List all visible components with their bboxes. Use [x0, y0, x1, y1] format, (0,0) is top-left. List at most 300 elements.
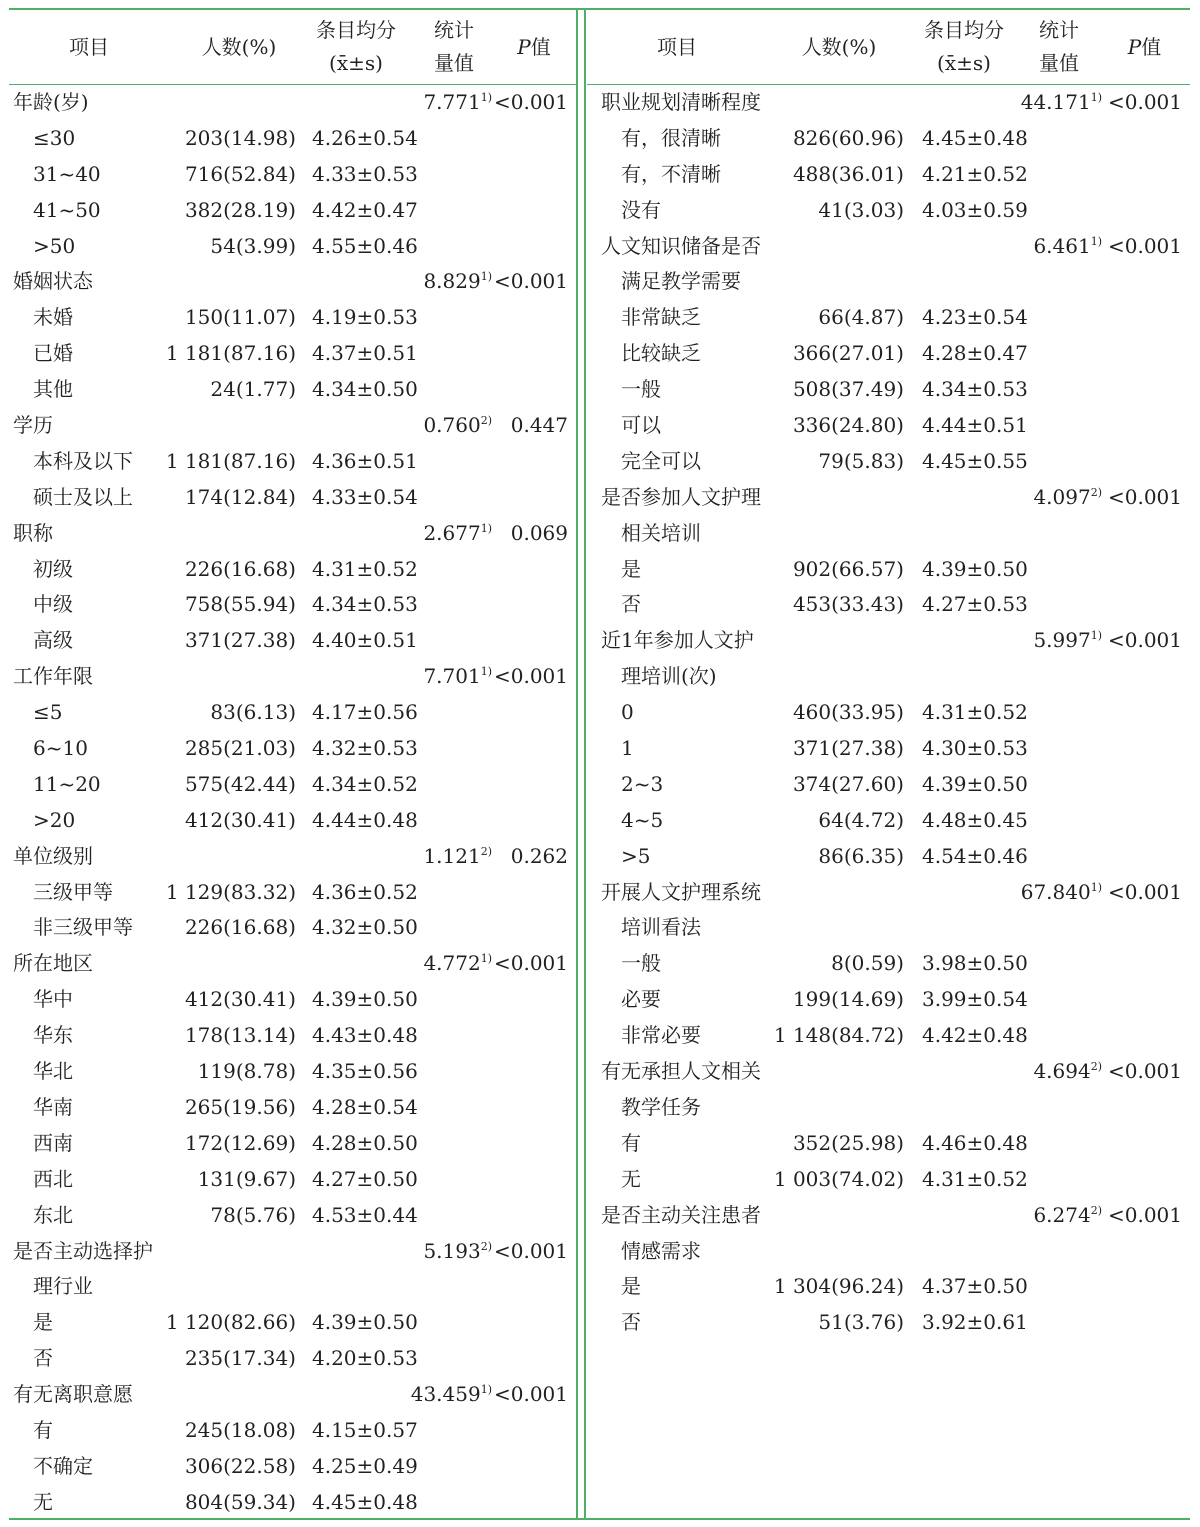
- row-item-label: ≤5: [33, 700, 63, 725]
- row-item-label: 0: [621, 700, 634, 725]
- row-mean: 4.32±0.53: [312, 736, 418, 761]
- table-row: [587, 767, 1190, 803]
- row-item-label: 比较缺乏: [621, 341, 701, 366]
- row-item-label: 其他: [33, 377, 73, 402]
- row-item-label: 不确定: [33, 1453, 93, 1478]
- row-item-label: 6~10: [33, 736, 88, 761]
- row-count: 1 181(87.16): [165, 448, 296, 473]
- row-count: 51(3.76): [818, 1310, 904, 1335]
- statistic-footnote: 2): [1090, 1060, 1102, 1074]
- table-row: [587, 444, 1190, 480]
- header-stat: [1024, 10, 1094, 84]
- row-count: 86(6.35): [818, 843, 904, 868]
- row-item-label: 华中: [33, 987, 73, 1012]
- row-item-label: 硕士及以上: [33, 484, 133, 509]
- row-count: 412(30.41): [184, 987, 296, 1012]
- header-count: [779, 10, 899, 84]
- table-row: [9, 623, 576, 659]
- row-mean: 4.44±0.51: [922, 413, 1028, 438]
- row-mean: 4.15±0.57: [312, 1417, 418, 1442]
- table-row: [587, 587, 1190, 623]
- row-mean: 4.39±0.50: [312, 987, 418, 1012]
- statistic-footnote: 1): [480, 1383, 492, 1397]
- row-count: 64(4.72): [818, 807, 904, 832]
- row-mean: 4.27±0.50: [312, 1166, 418, 1191]
- row-item-label: 情感需求: [621, 1238, 701, 1263]
- table-row: [587, 229, 1190, 265]
- row-count: 382(28.19): [184, 197, 296, 222]
- row-count: 1 181(87.16): [165, 341, 296, 366]
- row-mean: 4.28±0.47: [922, 341, 1028, 366]
- row-mean: 4.45±0.48: [922, 125, 1028, 150]
- row-mean: 4.27±0.53: [922, 592, 1028, 617]
- row-item-label: 三级甲等: [33, 879, 113, 904]
- table-row: [587, 946, 1190, 982]
- row-count: 150(11.07): [184, 305, 296, 330]
- row-mean: 4.21±0.52: [922, 161, 1028, 186]
- row-statistic: [1021, 875, 1102, 911]
- row-item-label: 学历: [13, 413, 53, 438]
- row-count: 488(36.01): [792, 161, 904, 186]
- row-mean: 4.26±0.54: [312, 125, 418, 150]
- table-row: [9, 659, 576, 695]
- row-item-label: 开展人文护理系统: [601, 879, 761, 904]
- row-item-label: 否: [621, 592, 641, 617]
- row-count: 172(12.69): [184, 1130, 296, 1155]
- row-statistic: [1033, 480, 1102, 516]
- row-mean: 4.42±0.48: [922, 1023, 1028, 1048]
- row-item-label: 一般: [621, 377, 661, 402]
- row-count: 119(8.78): [197, 1059, 296, 1084]
- table-row: [9, 264, 576, 300]
- table-row: [587, 1305, 1190, 1341]
- table-row: [587, 85, 1190, 121]
- row-item-label: 有无承担人文相关: [601, 1059, 761, 1084]
- header-p-text: 值: [1141, 34, 1162, 59]
- row-mean: 4.37±0.51: [312, 341, 418, 366]
- row-count: 366(27.01): [792, 341, 904, 366]
- table-row: [9, 839, 576, 875]
- row-mean: 4.36±0.52: [312, 879, 418, 904]
- table-body-right: [587, 85, 1190, 1341]
- row-count: 41(3.03): [818, 197, 904, 222]
- table-row: [9, 85, 576, 121]
- table-row: [9, 982, 576, 1018]
- row-mean: 4.45±0.55: [922, 448, 1028, 473]
- row-count: 804(59.34): [184, 1489, 296, 1514]
- statistic-footnote: 1): [480, 952, 492, 966]
- row-p-value: <0.001: [493, 90, 568, 114]
- row-count: 226(16.68): [184, 556, 296, 581]
- row-count: 54(3.99): [210, 233, 296, 258]
- table-row: [9, 336, 576, 372]
- table-row: [587, 1234, 1190, 1270]
- row-mean: 4.32±0.50: [312, 915, 418, 940]
- header-mean-line2: (x̄±s): [937, 51, 991, 75]
- row-mean: 3.99±0.54: [922, 987, 1028, 1012]
- row-statistic: [1033, 229, 1102, 265]
- statistics-table: [9, 8, 1190, 1520]
- table-row: [9, 408, 576, 444]
- header-p-italic: P: [517, 34, 531, 59]
- row-count: 1 148(84.72): [773, 1023, 904, 1048]
- row-count: 1 003(74.02): [773, 1166, 904, 1191]
- row-mean: 4.35±0.56: [312, 1059, 418, 1084]
- row-mean: 4.33±0.53: [312, 161, 418, 186]
- statistic-footnote: 1): [480, 665, 492, 679]
- table-row: [9, 1126, 576, 1162]
- table-row: [587, 1018, 1190, 1054]
- table-row: [9, 193, 576, 229]
- table-row: [9, 516, 576, 552]
- table-row: [9, 1485, 576, 1521]
- row-item-label: 非常必要: [621, 1023, 701, 1048]
- row-item-label: 一般: [621, 951, 661, 976]
- row-statistic: [423, 839, 492, 875]
- row-mean: 4.43±0.48: [312, 1023, 418, 1048]
- row-item-label: 所在地区: [13, 951, 93, 976]
- header-mean: [907, 10, 1021, 84]
- table-row: [9, 767, 576, 803]
- table-row: [587, 875, 1190, 911]
- row-p-value: <0.001: [1107, 628, 1182, 653]
- statistic-footnote: 1): [1090, 234, 1102, 248]
- row-mean: 4.20±0.53: [312, 1346, 418, 1371]
- row-count: 178(13.14): [184, 1023, 296, 1048]
- row-item-label: 非三级甲等: [33, 915, 133, 940]
- table-row: [9, 1162, 576, 1198]
- row-item-label: 有: [621, 1130, 641, 1155]
- header-count-label: 人数(%): [201, 34, 277, 59]
- row-count: 1 304(96.24): [773, 1274, 904, 1299]
- row-count: 371(27.38): [792, 736, 904, 761]
- row-item-label: 未婚: [33, 305, 73, 330]
- row-item-label: 西北: [33, 1166, 73, 1191]
- row-count: 412(30.41): [184, 807, 296, 832]
- table-row: [9, 695, 576, 731]
- row-item-label: 有，很清晰: [621, 125, 721, 150]
- row-item-label: 11~20: [33, 771, 101, 796]
- table-row: [9, 1234, 576, 1270]
- row-count: 371(27.38): [184, 628, 296, 653]
- row-item-label: 华北: [33, 1059, 73, 1084]
- table-row: [9, 1305, 576, 1341]
- row-mean: 4.17±0.56: [312, 700, 418, 725]
- row-p-value: 0.447: [510, 413, 568, 438]
- table-row: [587, 516, 1190, 552]
- statistic-footnote: 1): [480, 91, 492, 104]
- header-mean-line1: 条目均分: [316, 18, 396, 42]
- row-item-label: 相关培训: [621, 520, 701, 545]
- table-row: [9, 803, 576, 839]
- row-item-label: 高级: [33, 628, 73, 653]
- table-row: [587, 1198, 1190, 1234]
- row-count: 79(5.83): [818, 448, 904, 473]
- statistic-value: 6.461: [1033, 233, 1091, 258]
- table-row: [9, 1090, 576, 1126]
- row-item-label: 满足教学需要: [621, 269, 741, 294]
- row-count: 226(16.68): [184, 915, 296, 940]
- row-statistic: [1033, 1198, 1102, 1234]
- row-item-label: 东北: [33, 1202, 73, 1227]
- row-mean: 4.39±0.50: [312, 1310, 418, 1335]
- row-p-value: <0.001: [493, 269, 568, 294]
- row-item-label: 中级: [33, 592, 73, 617]
- row-item-label: ≤30: [33, 125, 76, 150]
- row-item-label: 华南: [33, 1094, 73, 1119]
- header-p-italic: P: [1127, 34, 1142, 59]
- row-count: 235(17.34): [184, 1346, 296, 1371]
- table-row: [587, 1090, 1190, 1126]
- statistic-footnote: 1): [480, 521, 492, 535]
- row-mean: 4.39±0.50: [922, 771, 1028, 796]
- row-item-label: 是: [621, 1274, 641, 1299]
- statistic-footnote: 2): [480, 414, 492, 428]
- row-count: 8(0.59): [831, 951, 904, 976]
- row-count: 1 120(82.66): [165, 1310, 296, 1335]
- statistic-value: 5.997: [1033, 628, 1091, 653]
- statistic-value: 67.840: [1020, 879, 1091, 904]
- row-item-label: 非常缺乏: [621, 305, 701, 330]
- row-count: 758(55.94): [184, 592, 296, 617]
- row-item-label: 教学任务: [621, 1094, 701, 1119]
- row-count: 352(25.98): [792, 1130, 904, 1155]
- row-count: 83(6.13): [210, 700, 296, 725]
- table-row: [9, 300, 576, 336]
- table-row: [9, 121, 576, 157]
- header-item-label: 项目: [69, 34, 109, 59]
- row-count: 66(4.87): [818, 305, 904, 330]
- row-count: 902(66.57): [792, 556, 904, 581]
- header-count-label: 人数(%): [801, 34, 877, 59]
- row-p-value: <0.001: [1107, 90, 1182, 114]
- row-mean: 4.34±0.53: [312, 592, 418, 617]
- table-header-left: [9, 10, 576, 84]
- header-p: [1107, 10, 1182, 84]
- row-count: 460(33.95): [792, 700, 904, 725]
- table-row: [9, 229, 576, 265]
- row-mean: 4.53±0.44: [312, 1202, 418, 1227]
- statistic-footnote: 2): [1090, 485, 1102, 499]
- statistic-value: 1.121: [423, 843, 481, 868]
- table-row: [9, 587, 576, 623]
- table-row: [587, 408, 1190, 444]
- row-statistic: [411, 1377, 492, 1413]
- table-row: [9, 1198, 576, 1234]
- table-row: [9, 731, 576, 767]
- table-row: [9, 875, 576, 911]
- row-statistic: [423, 516, 492, 552]
- table-row: [587, 552, 1190, 588]
- header-p: [499, 10, 569, 84]
- row-p-value: 0.262: [510, 843, 568, 868]
- table-body-left: [9, 85, 576, 1521]
- row-count: 285(21.03): [184, 736, 296, 761]
- table-row: [9, 946, 576, 982]
- row-p-value: <0.001: [1107, 1202, 1182, 1227]
- table-header-right: [587, 10, 1190, 84]
- table-row: [587, 300, 1190, 336]
- table-row: [587, 839, 1190, 875]
- row-item-label: 培训看法: [621, 915, 701, 940]
- row-item-label: 西南: [33, 1130, 73, 1155]
- row-p-value: <0.001: [1107, 879, 1182, 904]
- header-stat: [419, 10, 489, 84]
- header-item: [29, 10, 149, 84]
- row-item-label: 婚姻状态: [13, 269, 93, 294]
- row-mean: 4.44±0.48: [312, 807, 418, 832]
- row-item-label: 是: [33, 1310, 53, 1335]
- table-row: [587, 803, 1190, 839]
- row-mean: 4.36±0.51: [312, 448, 418, 473]
- row-mean: 4.55±0.46: [312, 233, 418, 258]
- row-mean: 4.46±0.48: [922, 1130, 1028, 1155]
- row-item-label: 近1年参加人文护: [601, 628, 754, 653]
- row-mean: 4.25±0.49: [312, 1453, 418, 1478]
- statistic-footnote: 1): [1090, 91, 1102, 104]
- row-count: 24(1.77): [210, 377, 296, 402]
- row-mean: 3.92±0.61: [922, 1310, 1028, 1335]
- table-row: [9, 1054, 576, 1090]
- row-count: 199(14.69): [792, 987, 904, 1012]
- row-item-label: 完全可以: [621, 448, 701, 473]
- table-row: [9, 480, 576, 516]
- table-row: [9, 1269, 576, 1305]
- row-p-value: <0.001: [1107, 484, 1182, 509]
- table-row: [587, 264, 1190, 300]
- row-mean: 4.31±0.52: [312, 556, 418, 581]
- table-row: [9, 1413, 576, 1449]
- row-mean: 4.54±0.46: [922, 843, 1028, 868]
- table-row: [587, 1126, 1190, 1162]
- row-item-label: 职业规划清晰程度: [601, 90, 761, 114]
- row-mean: 4.39±0.50: [922, 556, 1028, 581]
- table-row: [587, 1269, 1190, 1305]
- row-item-label: 31~40: [33, 161, 101, 186]
- statistic-value: 44.171: [1020, 90, 1091, 114]
- row-p-value: <0.001: [1107, 1059, 1182, 1084]
- row-item-label: 是否参加人文护理: [601, 484, 761, 509]
- row-mean: 4.42±0.47: [312, 197, 418, 222]
- row-p-value: <0.001: [493, 1238, 568, 1263]
- header-count: [179, 10, 299, 84]
- row-count: 1 129(83.32): [165, 879, 296, 904]
- header-stat-line2: 量值: [434, 51, 474, 75]
- header-p-text: 值: [530, 34, 551, 59]
- row-item-label: >50: [33, 233, 76, 258]
- table-row: [587, 480, 1190, 516]
- row-count: 374(27.60): [792, 771, 904, 796]
- row-item-label: 1: [621, 736, 634, 761]
- statistic-value: 0.760: [423, 413, 481, 438]
- table-row: [587, 336, 1190, 372]
- table-row: [587, 1162, 1190, 1198]
- row-item-label: 理行业: [33, 1274, 93, 1299]
- header-mean-line2: (x̄±s): [329, 51, 383, 75]
- table-row: [587, 193, 1190, 229]
- statistic-value: 6.274: [1033, 1202, 1091, 1227]
- row-mean: 4.03±0.59: [922, 197, 1028, 222]
- row-mean: 4.34±0.50: [312, 377, 418, 402]
- table-row: [9, 552, 576, 588]
- statistic-footnote: 1): [480, 270, 492, 284]
- row-mean: 4.34±0.52: [312, 771, 418, 796]
- row-count: 306(22.58): [184, 1453, 296, 1478]
- statistic-value: 43.459: [410, 1382, 481, 1407]
- table-row: [9, 157, 576, 193]
- row-mean: 4.28±0.54: [312, 1094, 418, 1119]
- row-count: 575(42.44): [184, 771, 296, 796]
- row-mean: 4.45±0.48: [312, 1489, 418, 1514]
- statistic-footnote: 1): [1090, 880, 1102, 894]
- table-row: [587, 121, 1190, 157]
- statistic-footnote: 1): [1090, 629, 1102, 643]
- table-row: [9, 910, 576, 946]
- row-statistic: [423, 264, 492, 300]
- row-item-label: 有，不清晰: [621, 161, 721, 186]
- row-item-label: 职称: [13, 520, 53, 545]
- statistic-value: 4.772: [423, 951, 481, 976]
- row-item-label: 无: [621, 1166, 641, 1191]
- table-row: [587, 1054, 1190, 1090]
- row-mean: 4.23±0.54: [922, 305, 1028, 330]
- header-item: [617, 10, 737, 84]
- row-item-label: 否: [621, 1310, 641, 1335]
- row-item-label: 有无离职意愿: [13, 1382, 133, 1407]
- table-row: [9, 1377, 576, 1413]
- row-mean: 4.30±0.53: [922, 736, 1028, 761]
- header-stat-line1: 统计: [1039, 18, 1079, 42]
- statistic-value: 7.771: [423, 90, 481, 114]
- row-p-value: <0.001: [1107, 233, 1182, 258]
- table-row: [9, 1341, 576, 1377]
- row-statistic: [1021, 85, 1102, 121]
- row-item-label: 是否主动选择护: [13, 1238, 153, 1263]
- row-item-label: 否: [33, 1346, 53, 1371]
- table-row: [587, 623, 1190, 659]
- row-item-label: 无: [33, 1489, 53, 1514]
- table-row: [587, 982, 1190, 1018]
- row-p-value: <0.001: [493, 664, 568, 689]
- table-row: [587, 910, 1190, 946]
- row-mean: 3.98±0.50: [922, 951, 1028, 976]
- row-mean: 4.33±0.54: [312, 484, 418, 509]
- statistic-value: 8.829: [423, 269, 481, 294]
- row-item-label: 有: [33, 1417, 53, 1442]
- row-item-label: 2~3: [621, 771, 664, 796]
- row-count: 245(18.08): [184, 1417, 296, 1442]
- row-item-label: 单位级别: [13, 843, 93, 868]
- row-statistic: [423, 946, 492, 982]
- row-mean: 4.28±0.50: [312, 1130, 418, 1155]
- row-count: 336(24.80): [792, 413, 904, 438]
- statistic-value: 2.677: [423, 520, 481, 545]
- row-item-label: 可以: [621, 413, 661, 438]
- row-mean: 4.31±0.52: [922, 700, 1028, 725]
- row-item-label: 没有: [621, 197, 661, 222]
- table-row: [587, 731, 1190, 767]
- column-divider: [576, 8, 586, 1520]
- row-statistic: [1033, 1054, 1102, 1090]
- row-count: 508(37.49): [792, 377, 904, 402]
- row-item-label: 必要: [621, 987, 661, 1012]
- table-row: [587, 372, 1190, 408]
- row-mean: 4.40±0.51: [312, 628, 418, 653]
- row-statistic: [423, 659, 492, 695]
- row-item-label: 本科及以下: [33, 448, 133, 473]
- row-item-label: >20: [33, 807, 76, 832]
- row-count: 265(19.56): [184, 1094, 296, 1119]
